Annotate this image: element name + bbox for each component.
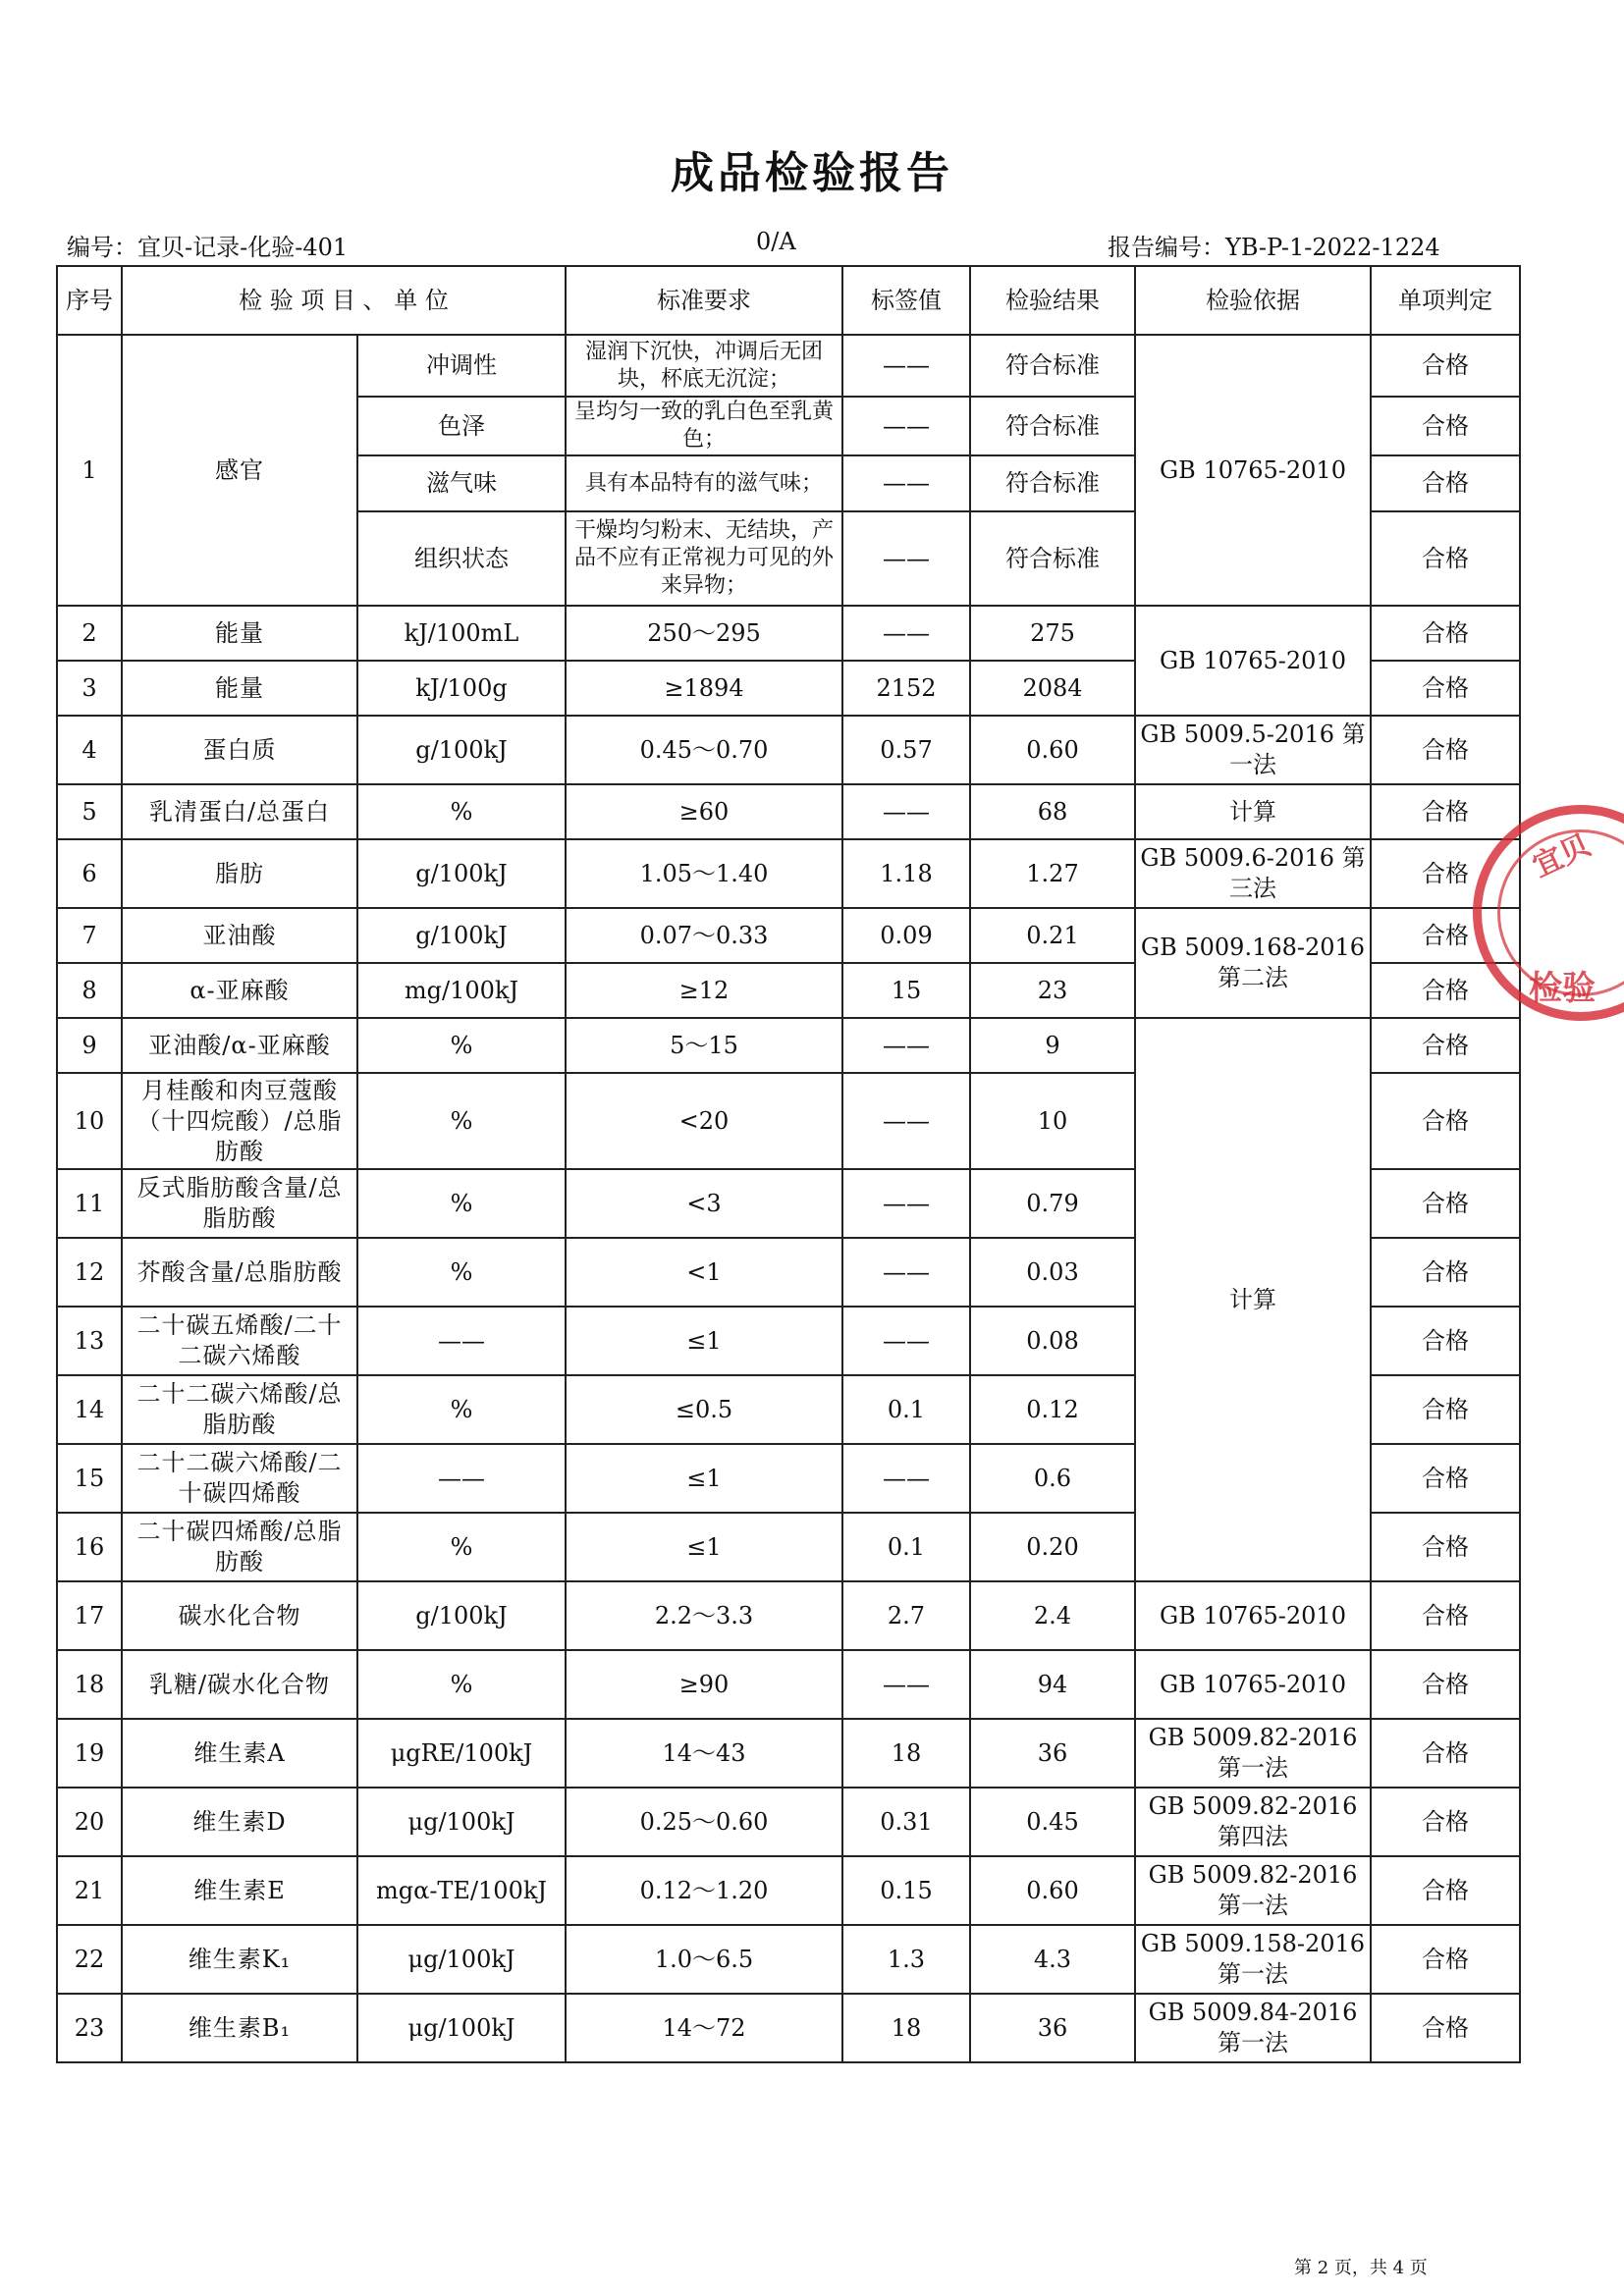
cell-judgement: 合格 [1371, 1238, 1520, 1307]
cell-basis: GB 10765-2010 [1135, 1650, 1371, 1719]
cell-subitem: 冲调性 [357, 335, 566, 397]
table-row [57, 1719, 1520, 1788]
cell-requirement: 5～15 [566, 1018, 842, 1073]
cell-result: 23 [970, 963, 1135, 1018]
cell-requirement: ≤1 [566, 1444, 842, 1513]
cell-item: 月桂酸和肉豆蔻酸（十四烷酸）/总脂肪酸 [122, 1073, 357, 1169]
cell-label-value: 1.3 [842, 1925, 970, 1994]
cell-requirement: 0.12～1.20 [566, 1856, 842, 1925]
cell-result: 4.3 [970, 1925, 1135, 1994]
cell-result: 0.45 [970, 1788, 1135, 1856]
cell-item: 碳水化合物 [122, 1581, 357, 1650]
cell-no: 19 [57, 1719, 122, 1788]
cell-judgement: 合格 [1371, 1581, 1520, 1650]
cell-label-value: —— [842, 397, 970, 455]
cell-label-value: —— [842, 335, 970, 397]
cell-unit: % [357, 1513, 566, 1581]
cell-label-value: 18 [842, 1719, 970, 1788]
inspection-table-container [56, 265, 1519, 2063]
cell-unit: g/100kJ [357, 839, 566, 908]
cell-no: 14 [57, 1375, 122, 1444]
document-number: 编号：宜贝-记录-化验-401 [67, 234, 349, 261]
cell-label-value: 0.09 [842, 908, 970, 963]
cell-unit: mg/100kJ [357, 963, 566, 1018]
table-row [57, 908, 1520, 963]
version: 0/A [756, 228, 796, 255]
cell-requirement: 干燥均匀粉末、无结块，产品不应有正常视力可见的外来异物； [566, 511, 842, 606]
cell-result: 275 [970, 606, 1135, 661]
cell-basis: GB 5009.168-2016 第二法 [1135, 908, 1371, 1018]
cell-requirement: ≤1 [566, 1513, 842, 1581]
col-header-label-value: 标签值 [842, 266, 970, 335]
cell-unit: % [357, 1375, 566, 1444]
cell-judgement: 合格 [1371, 1073, 1520, 1169]
cell-item: 能量 [122, 661, 357, 716]
cell-label-value: —— [842, 1073, 970, 1169]
cell-judgement: 合格 [1371, 839, 1520, 908]
cell-judgement: 合格 [1371, 1994, 1520, 2062]
cell-requirement: 具有本品特有的滋气味； [566, 455, 842, 511]
cell-label-value: —— [842, 784, 970, 839]
cell-label-value: 0.57 [842, 716, 970, 784]
cell-subitem: 滋气味 [357, 455, 566, 511]
cell-label-value: 0.31 [842, 1788, 970, 1856]
table-row [57, 1581, 1520, 1650]
cell-judgement: 合格 [1371, 1788, 1520, 1856]
cell-label-value: 0.1 [842, 1375, 970, 1444]
cell-unit: —— [357, 1444, 566, 1513]
cell-result: 1.27 [970, 839, 1135, 908]
table-row [57, 606, 1520, 661]
cell-judgement: 合格 [1371, 1856, 1520, 1925]
cell-requirement: ≥12 [566, 963, 842, 1018]
cell-result: 68 [970, 784, 1135, 839]
cell-label-value: 0.1 [842, 1513, 970, 1581]
cell-basis: GB 5009.82-2016 第四法 [1135, 1788, 1371, 1856]
cell-no: 9 [57, 1018, 122, 1073]
cell-result: 36 [970, 1994, 1135, 2062]
cell-judgement: 合格 [1371, 1169, 1520, 1238]
cell-requirement: 2.2～3.3 [566, 1581, 842, 1650]
cell-no: 13 [57, 1307, 122, 1375]
cell-requirement: <20 [566, 1073, 842, 1169]
table-row [57, 784, 1520, 839]
cell-label-value: —— [842, 1444, 970, 1513]
cell-label-value: 1.18 [842, 839, 970, 908]
cell-no: 8 [57, 963, 122, 1018]
cell-result: 2.4 [970, 1581, 1135, 1650]
cell-result: 0.60 [970, 1856, 1135, 1925]
col-header-judgement: 单项判定 [1371, 266, 1520, 335]
cell-requirement: 14～72 [566, 1994, 842, 2062]
cell-label-value: —— [842, 1238, 970, 1307]
cell-no: 21 [57, 1856, 122, 1925]
cell-basis: 计算 [1135, 1018, 1371, 1581]
cell-no: 7 [57, 908, 122, 963]
cell-no: 17 [57, 1581, 122, 1650]
cell-requirement: <1 [566, 1238, 842, 1307]
cell-requirement: ≥90 [566, 1650, 842, 1719]
cell-unit: mgα-TE/100kJ [357, 1856, 566, 1925]
cell-requirement: 湿润下沉快，冲调后无团块，杯底无沉淀； [566, 335, 842, 397]
cell-result: 2084 [970, 661, 1135, 716]
cell-item: 二十碳五烯酸/二十二碳六烯酸 [122, 1307, 357, 1375]
cell-judgement: 合格 [1371, 606, 1520, 661]
cell-basis: GB 5009.82-2016 第一法 [1135, 1719, 1371, 1788]
cell-no: 20 [57, 1788, 122, 1856]
cell-no: 23 [57, 1994, 122, 2062]
cell-label-value: 0.15 [842, 1856, 970, 1925]
cell-subitem: 色泽 [357, 397, 566, 455]
col-header-result: 检验结果 [970, 266, 1135, 335]
cell-item: 维生素B₁ [122, 1994, 357, 2062]
cell-item: 感官 [122, 335, 357, 606]
cell-label-value: —— [842, 455, 970, 511]
table-row [57, 1925, 1520, 1994]
cell-item: 亚油酸/α-亚麻酸 [122, 1018, 357, 1073]
cell-item: 维生素D [122, 1788, 357, 1856]
col-header-no: 序号 [57, 266, 122, 335]
cell-item: 维生素K₁ [122, 1925, 357, 1994]
cell-requirement: 0.45～0.70 [566, 716, 842, 784]
cell-basis: GB 10765-2010 [1135, 1581, 1371, 1650]
cell-item: 二十二碳六烯酸/二十碳四烯酸 [122, 1444, 357, 1513]
table-row [57, 1994, 1520, 2062]
col-header-requirement: 标准要求 [566, 266, 842, 335]
cell-judgement: 合格 [1371, 1375, 1520, 1444]
cell-no: 18 [57, 1650, 122, 1719]
cell-label-value: —— [842, 1169, 970, 1238]
cell-requirement: ≤1 [566, 1307, 842, 1375]
cell-label-value: —— [842, 511, 970, 606]
cell-unit: % [357, 1018, 566, 1073]
cell-label-value: 2.7 [842, 1581, 970, 1650]
cell-judgement: 合格 [1371, 963, 1520, 1018]
seal-text-top: 宜贝 [1527, 828, 1597, 884]
cell-no: 5 [57, 784, 122, 839]
cell-item: 维生素A [122, 1719, 357, 1788]
cell-judgement: 合格 [1371, 784, 1520, 839]
report-number: 报告编号：YB-P-1-2022-1224 [1108, 234, 1440, 261]
cell-basis: GB 5009.158-2016 第一法 [1135, 1925, 1371, 1994]
cell-item: 二十碳四烯酸/总脂肪酸 [122, 1513, 357, 1581]
cell-result: 0.08 [970, 1307, 1135, 1375]
cell-result: 符合标准 [970, 511, 1135, 606]
cell-no: 4 [57, 716, 122, 784]
cell-result: 0.60 [970, 716, 1135, 784]
cell-requirement: 1.0～6.5 [566, 1925, 842, 1994]
cell-basis: GB 5009.5-2016 第一法 [1135, 716, 1371, 784]
cell-unit: % [357, 1073, 566, 1169]
cell-no: 12 [57, 1238, 122, 1307]
cell-no: 10 [57, 1073, 122, 1169]
cell-unit: μg/100kJ [357, 1788, 566, 1856]
cell-judgement: 合格 [1371, 511, 1520, 606]
cell-judgement: 合格 [1371, 455, 1520, 511]
cell-unit: —— [357, 1307, 566, 1375]
cell-item: 乳糖/碳水化合物 [122, 1650, 357, 1719]
cell-result: 9 [970, 1018, 1135, 1073]
table-row [57, 1856, 1520, 1925]
cell-basis: GB 5009.84-2016 第一法 [1135, 1994, 1371, 2062]
cell-no: 11 [57, 1169, 122, 1238]
cell-basis: 计算 [1135, 784, 1371, 839]
cell-unit: μg/100kJ [357, 1925, 566, 1994]
cell-item: 反式脂肪酸含量/总脂肪酸 [122, 1169, 357, 1238]
cell-item: 芥酸含量/总脂肪酸 [122, 1238, 357, 1307]
cell-unit: g/100kJ [357, 716, 566, 784]
cell-no: 15 [57, 1444, 122, 1513]
cell-label-value: —— [842, 606, 970, 661]
cell-judgement: 合格 [1371, 661, 1520, 716]
cell-item: 二十二碳六烯酸/总脂肪酸 [122, 1375, 357, 1444]
cell-result: 0.03 [970, 1238, 1135, 1307]
cell-unit: % [357, 784, 566, 839]
seal-text-bottom: 检验 [1529, 969, 1596, 1008]
page-footer: 第 2 页，共 4 页 [1294, 2258, 1428, 2278]
inspection-table [56, 265, 1521, 2063]
cell-judgement: 合格 [1371, 716, 1520, 784]
cell-item: 脂肪 [122, 839, 357, 908]
cell-no: 1 [57, 335, 122, 606]
table-row [57, 716, 1520, 784]
cell-result: 0.6 [970, 1444, 1135, 1513]
table-header-row [57, 266, 1520, 335]
cell-result: 符合标准 [970, 335, 1135, 397]
cell-result: 94 [970, 1650, 1135, 1719]
cell-result: 0.79 [970, 1169, 1135, 1238]
cell-requirement: ≥60 [566, 784, 842, 839]
cell-no: 16 [57, 1513, 122, 1581]
cell-unit: % [357, 1238, 566, 1307]
cell-label-value: —— [842, 1650, 970, 1719]
cell-unit: kJ/100g [357, 661, 566, 716]
cell-requirement: 14～43 [566, 1719, 842, 1788]
cell-no: 2 [57, 606, 122, 661]
cell-unit: % [357, 1650, 566, 1719]
cell-basis: GB 5009.6-2016 第三法 [1135, 839, 1371, 908]
cell-requirement: 0.07～0.33 [566, 908, 842, 963]
cell-label-value: 15 [842, 963, 970, 1018]
cell-item: 维生素E [122, 1856, 357, 1925]
cell-unit: g/100kJ [357, 1581, 566, 1650]
cell-item: α-亚麻酸 [122, 963, 357, 1018]
cell-requirement: 呈均匀一致的乳白色至乳黄色； [566, 397, 842, 455]
cell-label-value: —— [842, 1307, 970, 1375]
cell-judgement: 合格 [1371, 1444, 1520, 1513]
table-row [57, 1018, 1520, 1073]
cell-requirement: 0.25～0.60 [566, 1788, 842, 1856]
cell-result: 0.21 [970, 908, 1135, 963]
cell-result: 0.12 [970, 1375, 1135, 1444]
cell-judgement: 合格 [1371, 397, 1520, 455]
cell-item: 蛋白质 [122, 716, 357, 784]
cell-unit: μgRE/100kJ [357, 1719, 566, 1788]
cell-result: 36 [970, 1719, 1135, 1788]
cell-no: 6 [57, 839, 122, 908]
cell-item: 乳清蛋白/总蛋白 [122, 784, 357, 839]
table-row [57, 839, 1520, 908]
cell-requirement: ≥1894 [566, 661, 842, 716]
cell-judgement: 合格 [1371, 1018, 1520, 1073]
cell-requirement: ≤0.5 [566, 1375, 842, 1444]
cell-requirement: 1.05～1.40 [566, 839, 842, 908]
table-row [57, 1650, 1520, 1719]
cell-judgement: 合格 [1371, 1925, 1520, 1994]
report-title: 成品检验报告 [671, 148, 953, 198]
cell-result: 符合标准 [970, 455, 1135, 511]
table-row [57, 335, 1520, 397]
cell-subitem: 组织状态 [357, 511, 566, 606]
cell-result: 0.20 [970, 1513, 1135, 1581]
cell-result: 10 [970, 1073, 1135, 1169]
cell-requirement: 250～295 [566, 606, 842, 661]
col-header-item: 检 验 项 目 、 单 位 [122, 266, 566, 335]
cell-judgement: 合格 [1371, 335, 1520, 397]
cell-result: 符合标准 [970, 397, 1135, 455]
cell-item: 能量 [122, 606, 357, 661]
cell-unit: μg/100kJ [357, 1994, 566, 2062]
cell-requirement: <3 [566, 1169, 842, 1238]
cell-unit: kJ/100mL [357, 606, 566, 661]
cell-label-value: 2152 [842, 661, 970, 716]
cell-no: 22 [57, 1925, 122, 1994]
cell-basis: GB 10765-2010 [1135, 335, 1371, 606]
cell-label-value: 18 [842, 1994, 970, 2062]
cell-judgement: 合格 [1371, 1513, 1520, 1581]
col-header-basis: 检验依据 [1135, 266, 1371, 335]
cell-judgement: 合格 [1371, 908, 1520, 963]
cell-judgement: 合格 [1371, 1719, 1520, 1788]
cell-basis: GB 10765-2010 [1135, 606, 1371, 716]
cell-unit: % [357, 1169, 566, 1238]
cell-no: 3 [57, 661, 122, 716]
cell-unit: g/100kJ [357, 908, 566, 963]
cell-judgement: 合格 [1371, 1307, 1520, 1375]
table-row [57, 1788, 1520, 1856]
cell-label-value: —— [842, 1018, 970, 1073]
cell-item: 亚油酸 [122, 908, 357, 963]
cell-judgement: 合格 [1371, 1650, 1520, 1719]
cell-basis: GB 5009.82-2016 第一法 [1135, 1856, 1371, 1925]
